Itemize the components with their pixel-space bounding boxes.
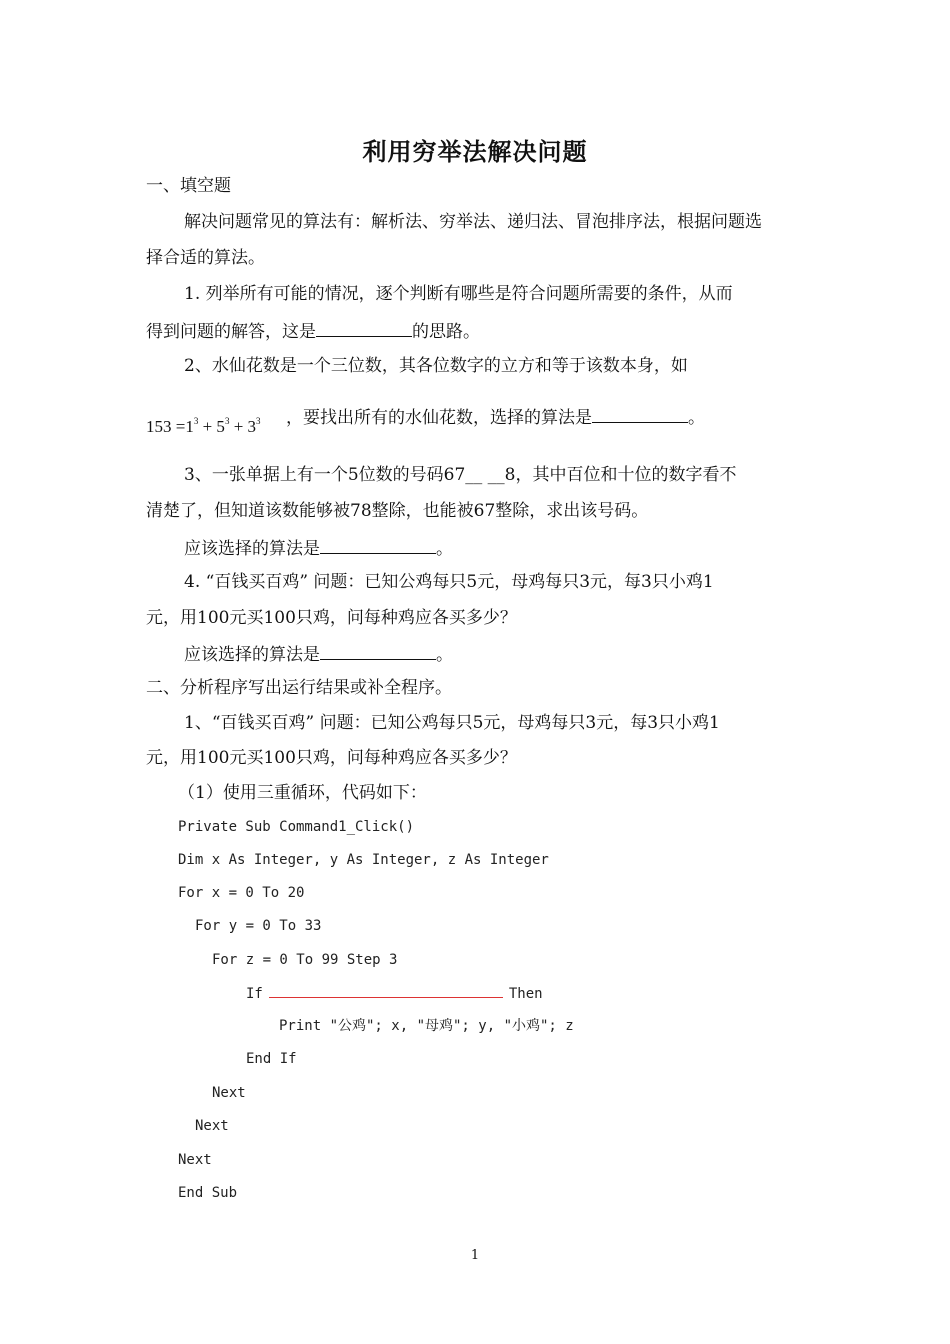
code-line-dim: Dim x As Integer, y As Integer, z As Integer [178, 852, 549, 868]
page-title: 利用穷举法解决问题 [362, 137, 588, 166]
q2-text-a: ，要找出所有的水仙花数，选择的算法是 [286, 408, 592, 428]
q2-line-2 [286, 404, 705, 430]
q4-line-2: 元，用100元买100只鸡，问每种鸡应各买多少？ [146, 608, 517, 628]
q1-answer-blank[interactable] [316, 318, 412, 337]
p1-line-3: （1）使用三重循环，代码如下： [178, 783, 427, 803]
q1-text-a: 得到问题的解答，这是 [146, 322, 316, 342]
code-line-end-if: End If [246, 1051, 297, 1067]
q3-line-3 [184, 535, 453, 561]
section1-heading: 一、填空题 [146, 176, 231, 196]
q3-answer-blank[interactable] [320, 535, 436, 554]
code-line-for-z: For z = 0 To 99 Step 3 [212, 952, 398, 968]
q3-text-b: 。 [436, 539, 453, 559]
code-if-keyword: If [246, 986, 263, 1002]
page-number: 1 [470, 1248, 480, 1263]
q4-line-3 [184, 641, 453, 667]
q2-line-1: 2、水仙花数是一个三位数，其各位数字的立方和等于该数本身，如 [184, 356, 688, 376]
code-line-for-y: For y = 0 To 33 [195, 918, 322, 934]
code-condition-blank[interactable] [269, 983, 503, 998]
q4-text-b: 。 [436, 645, 453, 665]
intro-line-2: 择合适的算法。 [146, 248, 265, 268]
q2-formula: $153 =1^3 + 5^3 + 3^3$ [146, 416, 261, 436]
q4-text-a: 应该选择的算法是 [184, 645, 320, 665]
q1-text-b: 的思路。 [412, 322, 480, 342]
code-line-next-y: Next [195, 1118, 229, 1134]
code-line-if [246, 983, 543, 1004]
code-then-keyword: Then [508, 986, 543, 1002]
q2-answer-blank[interactable] [592, 404, 688, 423]
code-line-next-z: Next [212, 1085, 246, 1101]
q1-line-1: 1. 列举所有可能的情况，逐个判断有哪些是符合问题所需要的条件，从而 [184, 284, 733, 304]
section2-heading: 二、分析程序写出运行结果或补全程序。 [146, 678, 452, 698]
code-line-end-sub: End Sub [178, 1185, 238, 1201]
code-line-print: Print "公鸡"; x, "母鸡"; y, "小鸡"; z [279, 1018, 574, 1034]
q3-line-1: 3、一张单据上有一个5位数的号码67__ __8，其中百位和十位的数字看不 [184, 465, 737, 485]
q4-line-1: 4. “百钱买百鸡” 问题：已知公鸡每只5元，母鸡每只3元，每3只小鸡1 [184, 572, 714, 592]
q1-line-2 [146, 318, 480, 344]
q4-answer-blank[interactable] [320, 641, 436, 660]
intro-line-1: 解决问题常见的算法有：解析法、穷举法、递归法、冒泡排序法，根据问题选 [184, 212, 762, 232]
code-line-next-x: Next [178, 1152, 212, 1168]
q3-line-2: 清楚了，但知道该数能够被78整除，也能被67整除，求出该号码。 [146, 501, 649, 521]
q2-text-b: 。 [688, 408, 705, 428]
p1-line-2: 元，用100元买100只鸡，问每种鸡应各买多少？ [146, 748, 517, 768]
p1-line-1: 1、“百钱买百鸡” 问题：已知公鸡每只5元，母鸡每只3元，每3只小鸡1 [184, 713, 720, 733]
code-line-sub: Private Sub Command1_Click() [178, 819, 415, 835]
code-line-for-x: For x = 0 To 20 [178, 885, 305, 901]
q3-text-a: 应该选择的算法是 [184, 539, 320, 559]
